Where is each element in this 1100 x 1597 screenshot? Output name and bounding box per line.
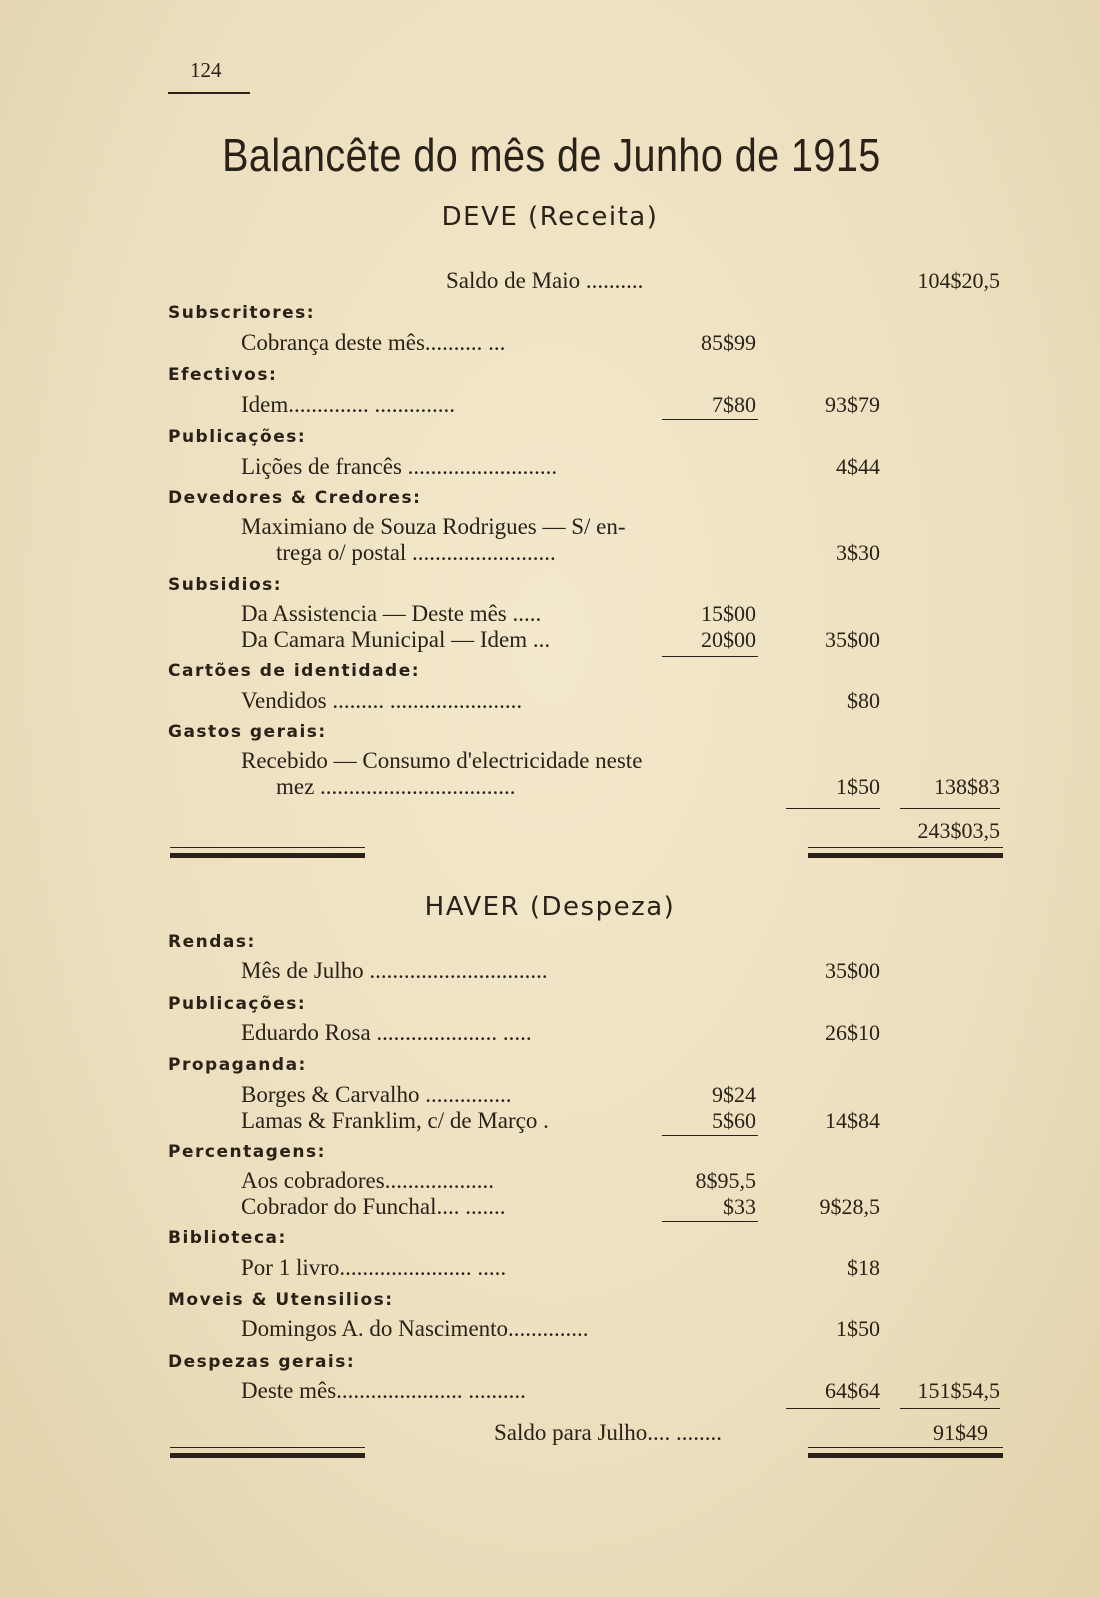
page-number: 124	[190, 58, 222, 82]
entry-description: Vendidos ......... .......................	[241, 688, 523, 713]
entry-amount: $33	[723, 1194, 756, 1219]
opening-balance-label: Saldo de Maio ..........	[446, 268, 644, 293]
entry-description: Borges & Carvalho ...............	[241, 1082, 512, 1107]
haver-heading: HAVER (Despeza)	[424, 892, 676, 922]
entry-subtotal: $80	[847, 688, 880, 713]
category-label: Despezas gerais:	[168, 1352, 356, 1372]
entry-subtotal: 1$50	[836, 774, 880, 799]
entry-description: Eduardo Rosa ..................... .....	[241, 1020, 532, 1045]
double-rule	[170, 853, 365, 858]
double-rule	[170, 1447, 365, 1448]
entry-amount: 5$60	[712, 1108, 756, 1133]
closing-balance-label: Saldo para Julho.... ........	[494, 1420, 723, 1445]
entry-subtotal: 3$30	[836, 540, 880, 565]
total-rule	[786, 1408, 880, 1409]
entry-amount: 20$00	[701, 627, 756, 652]
double-rule	[808, 847, 1003, 848]
deve-heading: DEVE (Receita)	[441, 202, 659, 232]
entry-section-total: 151$54,5	[917, 1378, 1000, 1403]
entry-subtotal: 93$79	[825, 392, 880, 417]
entry-subtotal: 35$00	[825, 958, 880, 983]
category-label: Subscritores:	[168, 303, 316, 323]
category-label: Efectivos:	[168, 365, 278, 385]
category-label: Rendas:	[168, 932, 256, 952]
category-label: Biblioteca:	[168, 1228, 287, 1248]
subtotal-rule	[662, 419, 758, 420]
category-label: Gastos gerais:	[168, 722, 327, 742]
entry-description: Maximiano de Souza Rodrigues — S/ en-	[241, 514, 626, 539]
entry-description: Da Assistencia — Deste mês .....	[241, 601, 542, 626]
double-rule	[170, 1453, 365, 1458]
entry-subtotal: 9$28,5	[819, 1194, 880, 1219]
entry-subtotal: 64$64	[825, 1378, 880, 1403]
entry-subtotal: 26$10	[825, 1020, 880, 1045]
entry-description: Idem.............. ..............	[241, 392, 456, 417]
total-rule	[786, 808, 880, 809]
entry-amount: 8$95,5	[695, 1168, 756, 1193]
entry-subtotal: $18	[847, 1255, 880, 1280]
category-label: Propaganda:	[168, 1055, 307, 1075]
deve-grand-total: 243$03,5	[917, 818, 1000, 843]
entry-description: Cobrança deste mês.......... ...	[241, 330, 506, 355]
entry-subtotal: 4$44	[836, 454, 880, 479]
entry-amount: 7$80	[712, 392, 756, 417]
entry-description: Lamas & Franklim, c/ de Março .	[241, 1108, 549, 1133]
entry-subtotal: 1$50	[836, 1316, 880, 1341]
entry-description: Por 1 livro....................... .....	[241, 1255, 507, 1280]
entry-description: Mês de Julho ...............................	[241, 958, 548, 983]
subtotal-rule	[662, 1221, 758, 1222]
subtotal-rule	[662, 656, 758, 657]
entry-amount: 15$00	[701, 601, 756, 626]
entry-subtotal: 14$84	[825, 1108, 880, 1133]
total-rule	[900, 1408, 1000, 1409]
entry-subtotal: 35$00	[825, 627, 880, 652]
total-rule	[900, 808, 1000, 809]
entry-amount: 85$99	[701, 330, 756, 355]
double-rule	[808, 1453, 1003, 1458]
category-label: Publicações:	[168, 427, 307, 447]
category-label: Moveis & Utensilios:	[168, 1290, 394, 1310]
entry-description-continued: mez ..................................	[276, 774, 516, 799]
entry-description: Domingos A. do Nascimento..............	[241, 1316, 589, 1341]
entry-description: Lições de francês ..........................	[241, 454, 558, 479]
entry-description: Deste mês...................... ..........	[241, 1378, 526, 1403]
entry-description: Aos cobradores...................	[241, 1168, 494, 1193]
entry-description-continued: trega o/ postal .........................	[276, 540, 556, 565]
page-title: Balancête do mês de Junho de 1915	[222, 129, 881, 181]
subtotal-rule	[662, 1135, 758, 1136]
category-label: Percentagens:	[168, 1142, 326, 1162]
entry-description: Recebido — Consumo d'electricidade neste	[241, 748, 643, 773]
category-label: Cartões de identidade:	[168, 661, 421, 681]
category-label: Devedores & Credores:	[168, 488, 422, 508]
entry-description: Da Camara Municipal — Idem ...	[241, 627, 551, 652]
closing-balance-amount: 91$49	[933, 1420, 988, 1445]
double-rule	[170, 847, 365, 848]
category-label: Publicações:	[168, 994, 307, 1014]
entry-section-total: 138$83	[934, 774, 1000, 799]
double-rule	[808, 853, 1003, 858]
page-number-rule	[168, 92, 250, 94]
opening-balance-amount: 104$20,5	[917, 268, 1000, 293]
category-label: Subsidios:	[168, 575, 283, 595]
entry-description: Cobrador do Funchal.... .......	[241, 1194, 506, 1219]
double-rule	[808, 1447, 1003, 1448]
entry-amount: 9$24	[712, 1082, 756, 1107]
